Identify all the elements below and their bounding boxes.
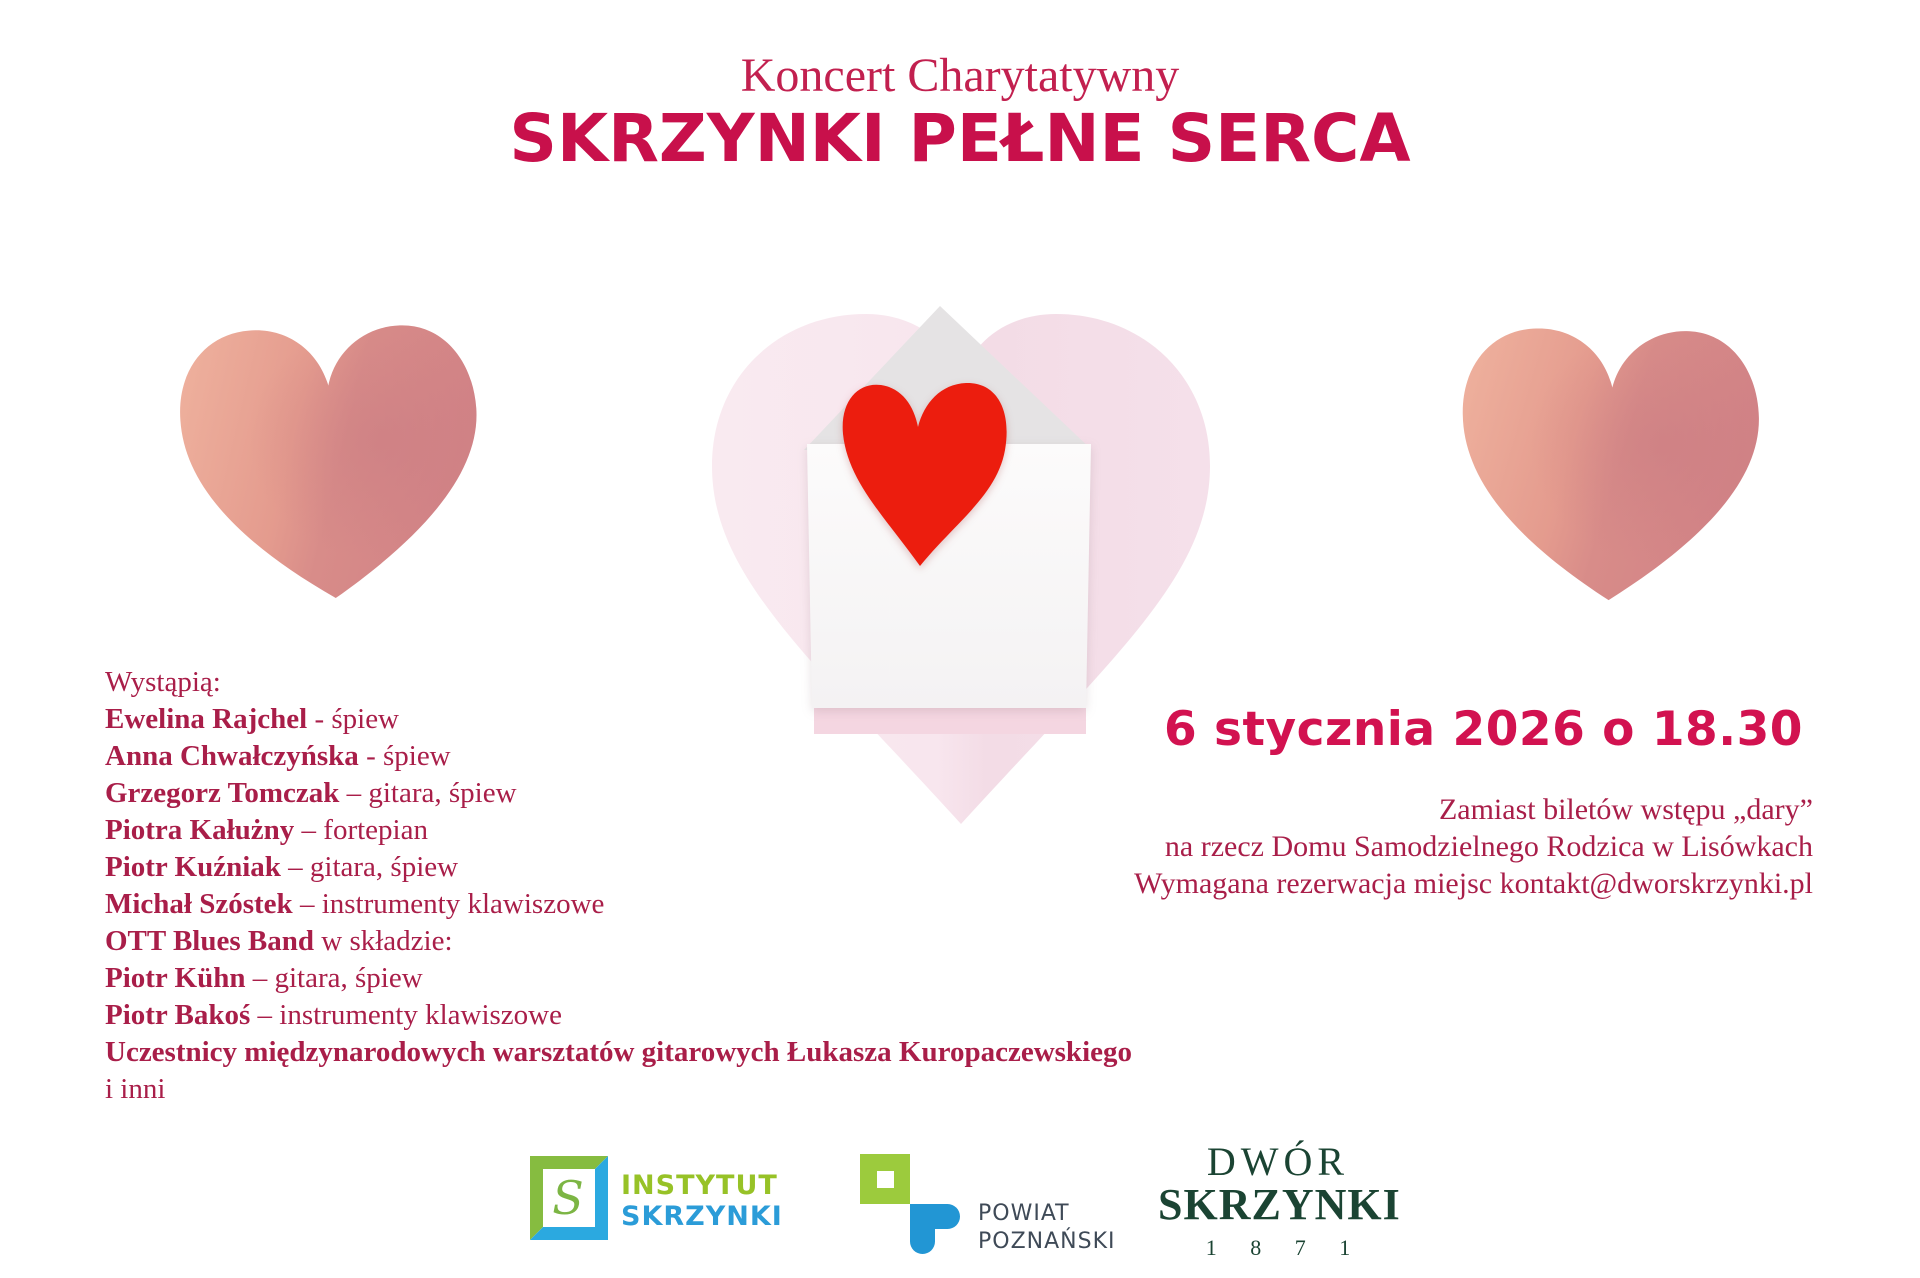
event-note-line: Wymagana rezerwacja miejsc kontakt@dworskrzynki.pl — [1134, 867, 1813, 900]
powiat-line2: POZNAŃSKI — [978, 1229, 1116, 1254]
performer-role: - śpiew — [358, 740, 451, 772]
event-datetime: 6 stycznia 2026 o 18.30 — [1163, 702, 1803, 757]
lineup-item — [105, 738, 1132, 775]
logo-powiat-poznanski — [858, 1152, 1116, 1256]
performer-name: Piotra Kałużny — [105, 814, 295, 846]
instytut-line2: SKRZYNKI — [621, 1201, 783, 1232]
performer-name: Piotr Kühn — [105, 962, 246, 994]
dwor-line2: SKRZYNKI — [1158, 1180, 1401, 1229]
performer-role: – gitara, śpiew — [339, 777, 517, 809]
lineup-item — [105, 1071, 1132, 1108]
performer-name: Grzegorz Tomczak — [105, 777, 340, 809]
logo-instytut-skrzynki — [530, 1156, 783, 1240]
lineup-item — [105, 849, 1132, 886]
performer-name: Anna Chwałczyńska — [105, 740, 359, 772]
dwor-line3: 1 8 7 1 — [1205, 1235, 1365, 1260]
lineup-item — [105, 1034, 1132, 1071]
lineup-item — [105, 923, 1132, 960]
poster-title: SKRZYNKI PEŁNE SERCA — [509, 100, 1411, 177]
event-note-line: Zamiast biletów wstępu „dary” — [1438, 793, 1813, 826]
lineup-list — [105, 664, 1132, 1108]
performer-role: – gitara, śpiew — [280, 851, 459, 883]
performer-name: Piotr Bakoś — [105, 999, 251, 1031]
instytut-skrzynki-box-icon — [530, 1156, 608, 1240]
performer-role: – instrumenty klawiszowe — [250, 999, 562, 1031]
event-note-line: na rzecz Domu Samodzielnego Rodzica w Lisówkach — [1164, 830, 1813, 863]
event-info — [1134, 702, 1813, 902]
lineup-item — [105, 886, 1132, 923]
performer-name: Ewelina Rajchel — [105, 703, 308, 735]
instytut-wordmark — [621, 1170, 783, 1232]
watercolor-heart-right-icon — [1449, 305, 1772, 623]
lineup-heading: Wystąpią: — [105, 666, 221, 698]
performer-name: Michał Szóstek — [105, 888, 293, 920]
lineup-item — [105, 701, 1132, 738]
logo-dwor-skrzynki — [1158, 1138, 1401, 1261]
dwor-line1: DWÓR — [1206, 1139, 1350, 1184]
lineup-item — [105, 812, 1132, 849]
powiat-wordmark — [978, 1200, 1116, 1256]
performer-role: w składzie: — [314, 925, 453, 957]
performer-role: – fortepian — [294, 814, 428, 846]
powiat-poznanski-mark-icon — [858, 1152, 962, 1256]
instytut-monogram: S — [552, 1171, 584, 1225]
lineup-item — [105, 775, 1132, 812]
performer-name: Piotr Kuźniak — [105, 851, 281, 883]
performer-name: OTT Blues Band — [105, 925, 315, 957]
instytut-line1: INSTYTUT — [621, 1170, 778, 1201]
performer-name: Uczestnicy międzynarodowych warsztatów gitarowych Łukasza Kuropaczewskiego — [105, 1036, 1132, 1068]
lineup-item — [105, 960, 1132, 997]
performer-role: – instrumenty klawiszowe — [292, 888, 605, 920]
watercolor-heart-left-icon — [167, 301, 496, 624]
poster-subtitle: Koncert Charytatywny — [740, 49, 1180, 102]
performer-role: - śpiew — [307, 703, 400, 735]
performer-role: i inni — [105, 1073, 166, 1105]
performer-role: – gitara, śpiew — [245, 962, 423, 994]
lineup-item — [105, 997, 1132, 1034]
powiat-line1: POWIAT — [978, 1201, 1070, 1226]
